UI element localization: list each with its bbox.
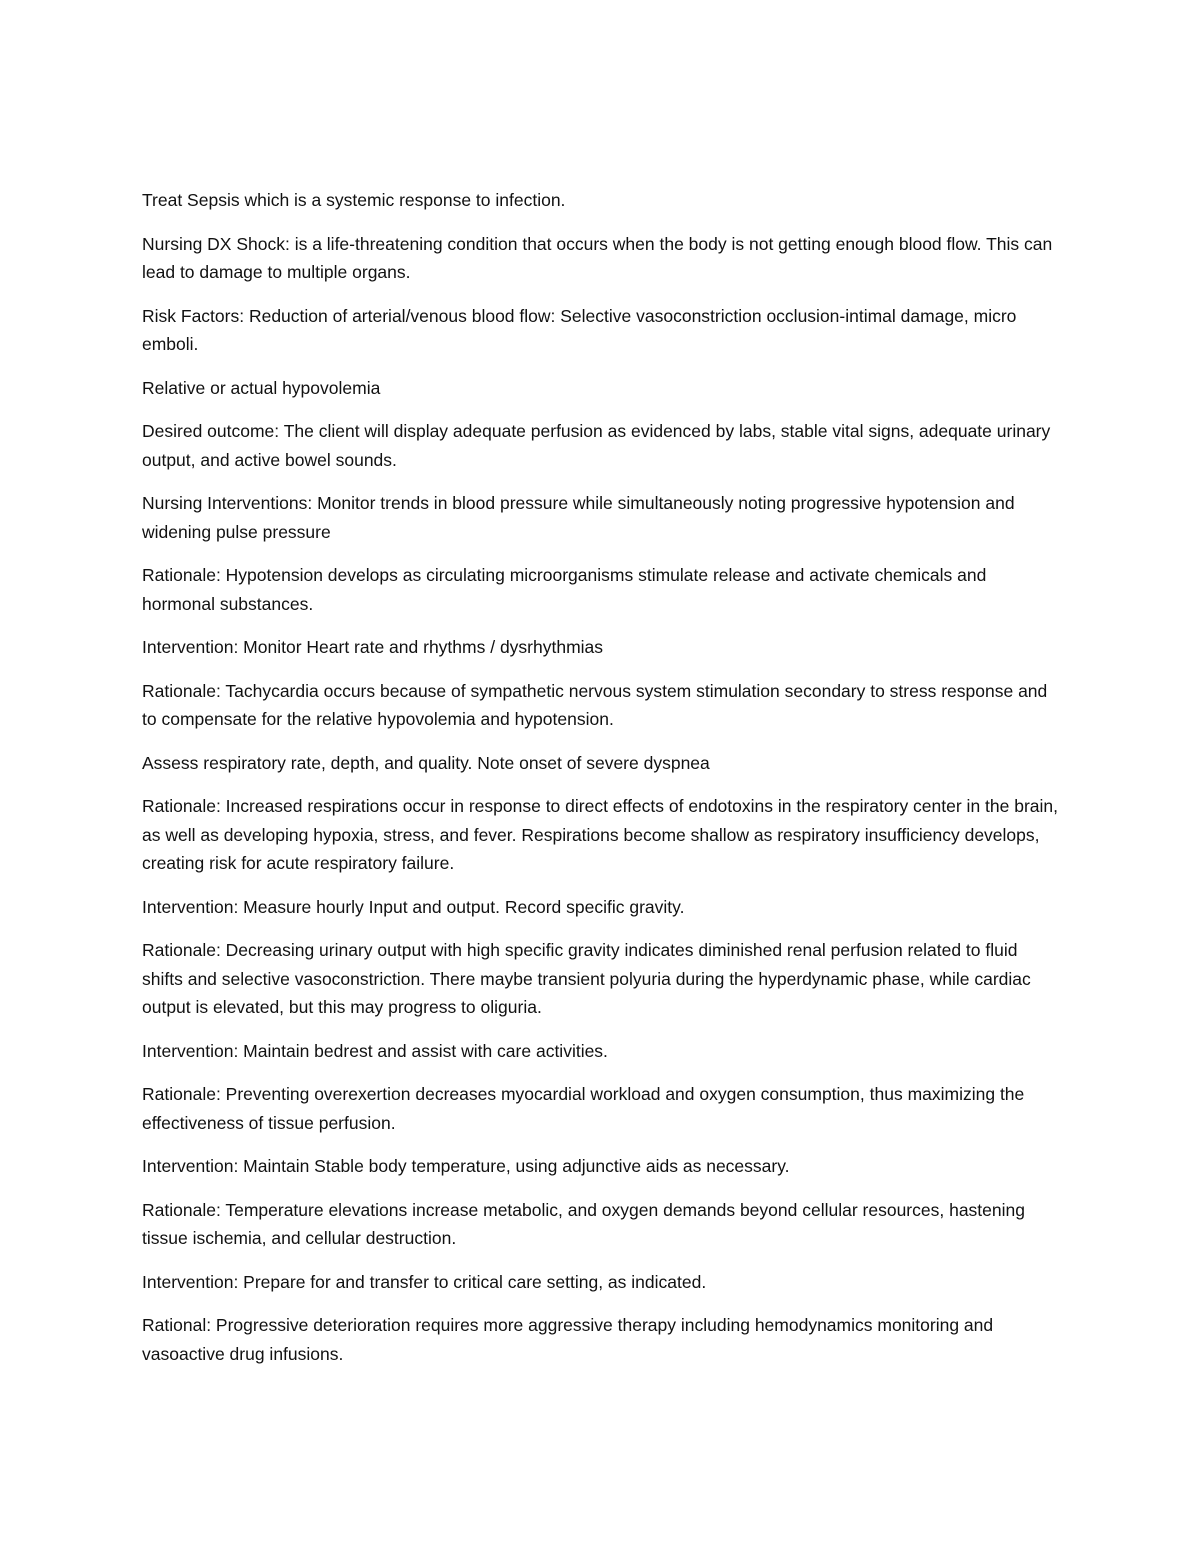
paragraph-hypovolemia: Relative or actual hypovolemia — [142, 377, 381, 398]
paragraph-rationale-temperature: Rationale: Temperature elevations increase metabolic, and oxygen demands beyond cellular resources, hastening tissue ischemia, and cellular destruction. — [142, 1199, 1025, 1248]
paragraph-treat-sepsis: Treat Sepsis which is a systemic response to infection. — [142, 190, 566, 210]
document-body — [142, 186, 1062, 1383]
paragraph-rationale-hypotension: Rationale: Hypotension develops as circulating microorganisms stimulate release and activate chemicals and hormonal substances. — [142, 565, 987, 614]
paragraph-intervention-temperature: Intervention: Maintain Stable body temperature, using adjunctive aids as necessary. — [142, 1156, 790, 1176]
paragraph-rationale-overexertion: Rationale: Preventing overexertion decreases myocardial workload and oxygen consumption, thus maximizing the effectiveness of tissue perfusion. — [142, 1084, 1025, 1133]
paragraph-intervention-bedrest: Intervention: Maintain bedrest and assist with care activities. — [142, 1040, 608, 1061]
paragraph-rationale-respirations: Rationale: Increased respirations occur in response to direct effects of endotoxins in the respiratory center in the brain, as well as developing hypoxia, stress, and fever. Respirations become shallow as respiratory insufficiency develops, creating risk for acute respiratory failure. — [142, 796, 1059, 873]
paragraph-rationale-urinary-output: Rationale: Decreasing urinary output with high specific gravity indicates diminished renal perfusion related to fluid shifts and selective vasoconstriction. There maybe transient polyuria during the hyperdynamic phase, while cardiac output is elevated, but this may progress to oliguria. — [142, 940, 1031, 1017]
paragraph-nursing-dx: Nursing DX Shock: is a life-threatening condition that occurs when the body is not getting enough blood flow. This can lead to damage to multiple organs. — [142, 233, 1053, 282]
paragraph-risk-factors: Risk Factors: Reduction of arterial/venous blood flow: Selective vasoconstriction occlusion-intimal damage, micro emboli. — [142, 305, 1017, 354]
paragraph-rational-deterioration: Rational: Progressive deterioration requires more aggressive therapy including hemodynamics monitoring and vasoactive drug infusions. — [142, 1315, 994, 1364]
paragraph-assess-respiratory: Assess respiratory rate, depth, and quality. Note onset of severe dyspnea — [142, 752, 710, 773]
paragraph-desired-outcome: Desired outcome: The client will display adequate perfusion as evidenced by labs, stable vital signs, adequate urinary output, and active bowel sounds. — [142, 421, 1051, 470]
paragraph-nursing-interventions: Nursing Interventions: Monitor trends in blood pressure while simultaneously noting progressive hypotension and widening pulse pressure — [142, 493, 1015, 542]
paragraph-intervention-critical-care: Intervention: Prepare for and transfer to critical care setting, as indicated. — [142, 1271, 707, 1292]
paragraph-intervention-heart-rate: Intervention: Monitor Heart rate and rhythms / dysrhythmias — [142, 637, 604, 657]
paragraph-rationale-tachycardia: Rationale: Tachycardia occurs because of sympathetic nervous system stimulation secondary to stress response and to compensate for the relative hypovolemia and hypotension. — [142, 680, 1048, 729]
paragraph-intervention-input-output: Intervention: Measure hourly Input and output. Record specific gravity. — [142, 896, 685, 917]
